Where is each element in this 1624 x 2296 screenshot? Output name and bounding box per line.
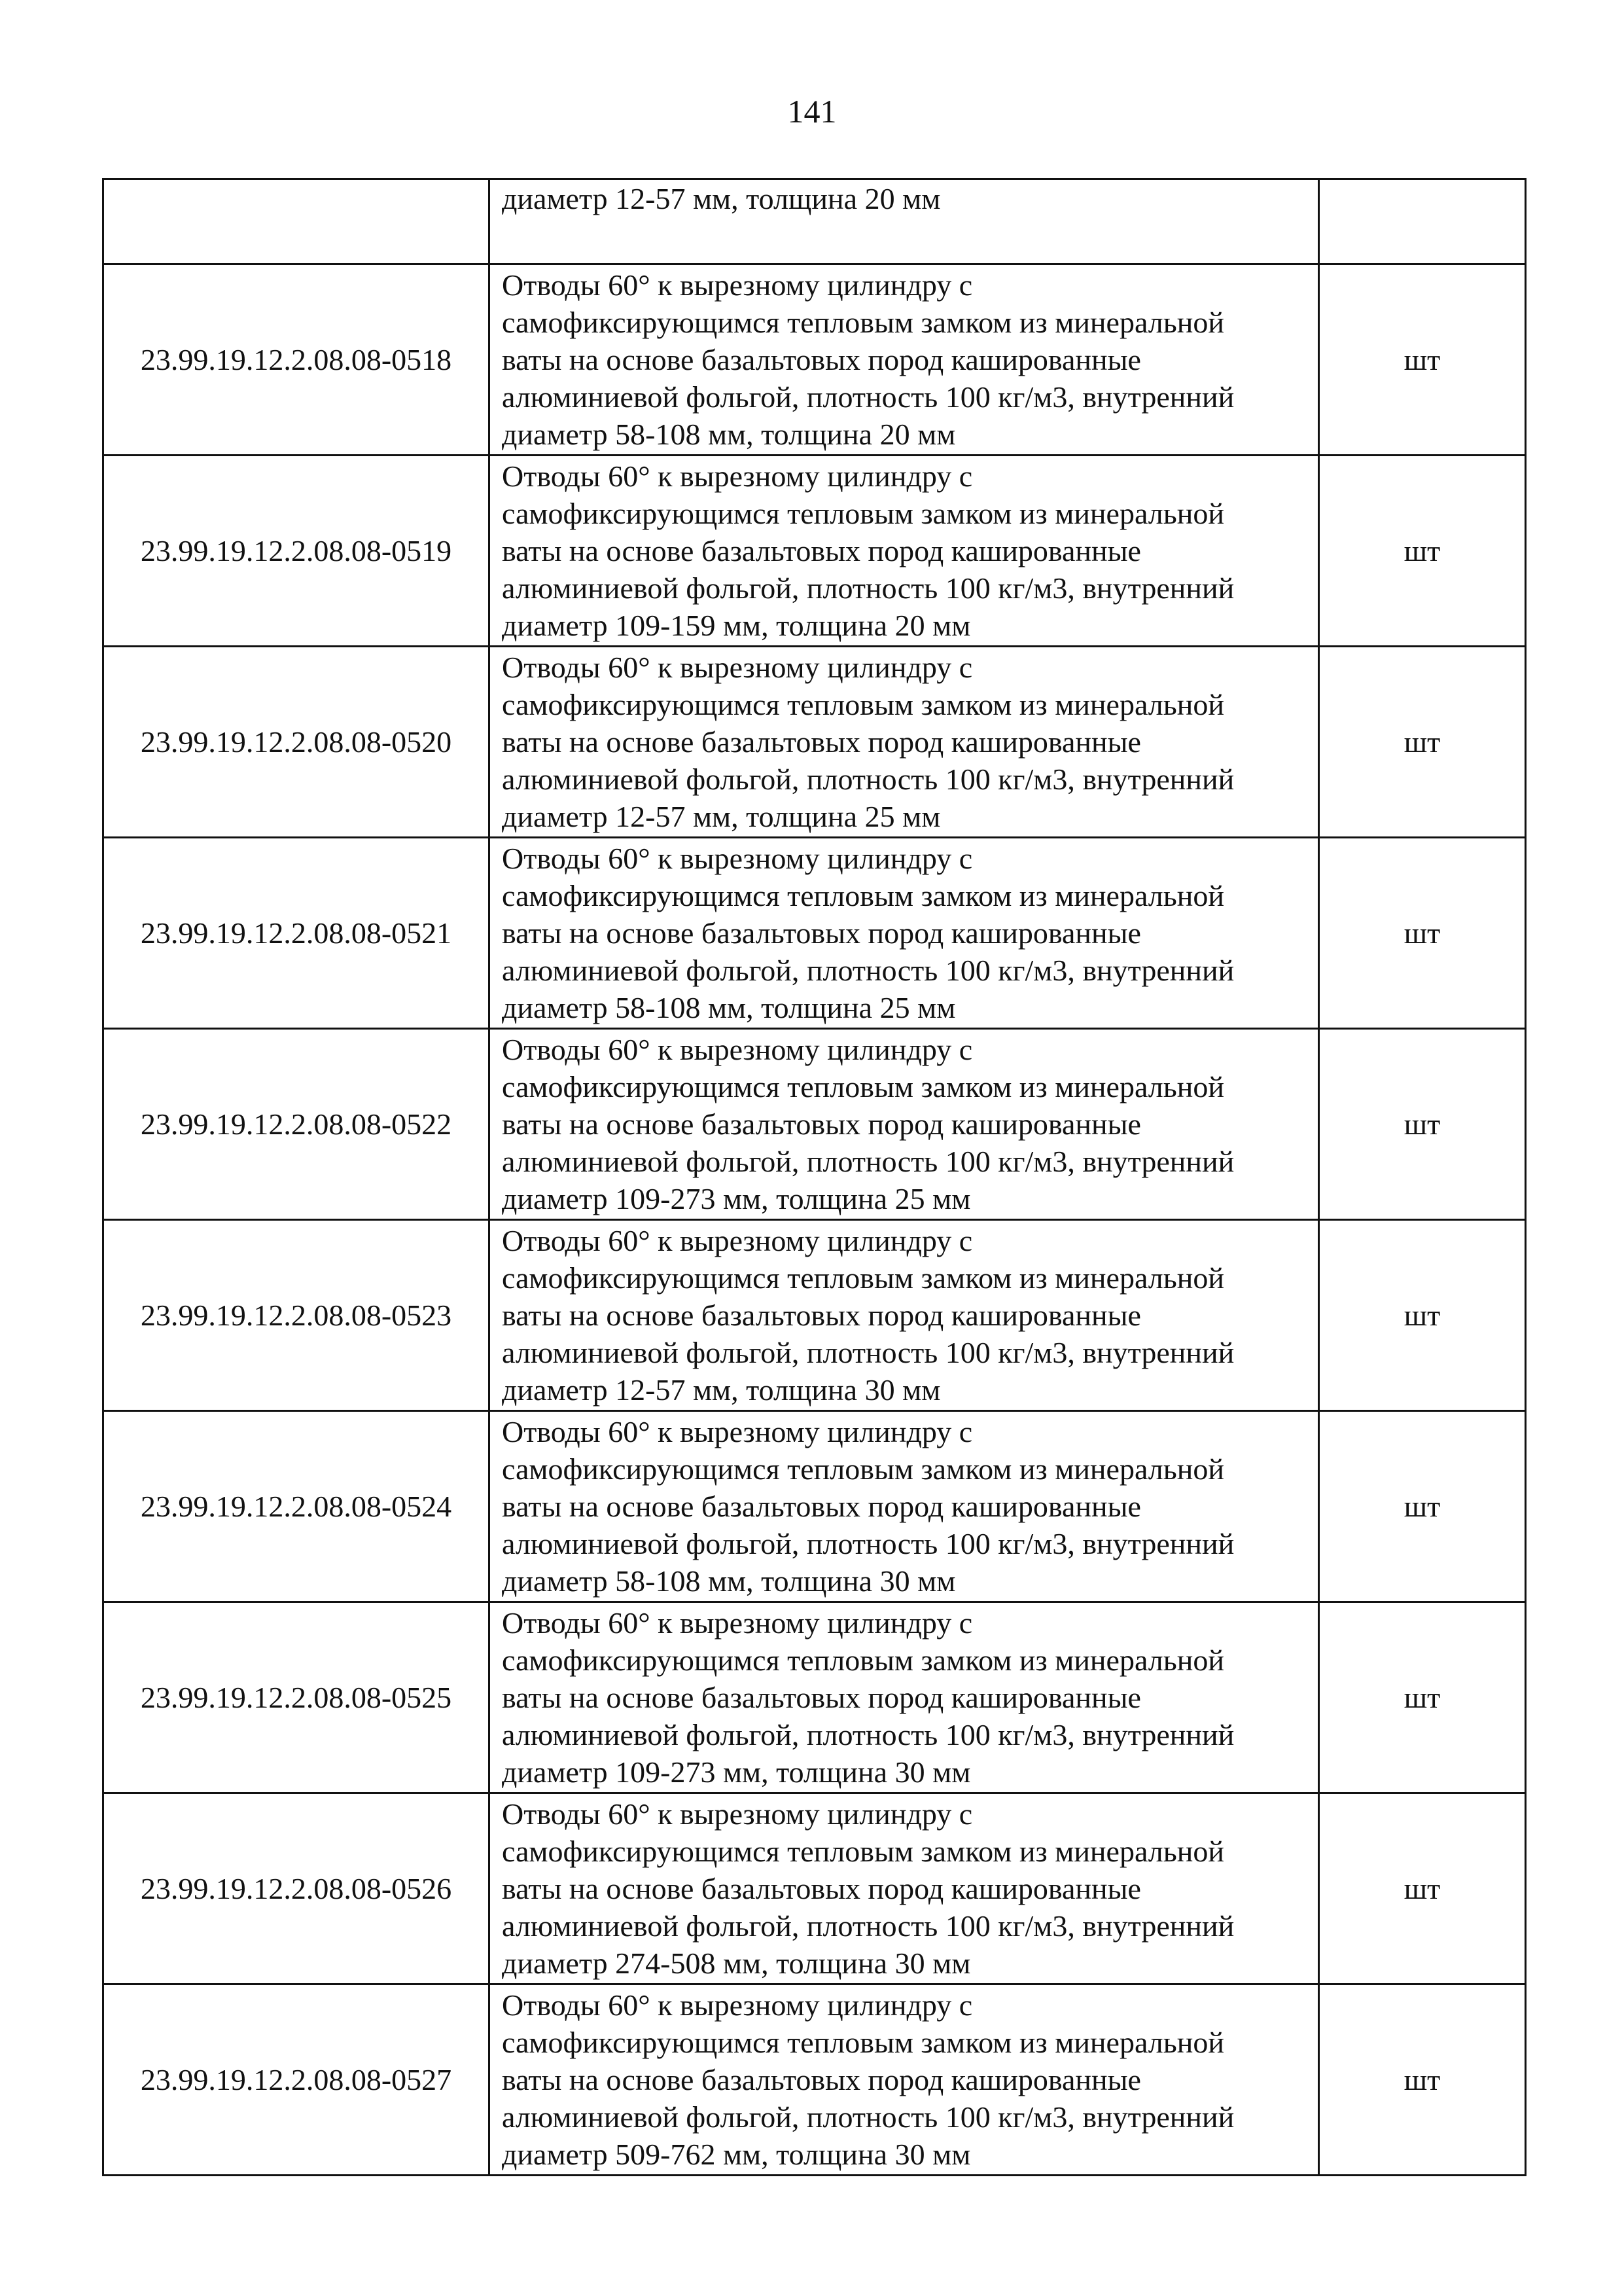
code-cell: 23.99.19.12.2.08.08-0522 <box>103 1029 489 1220</box>
description-line: диаметр 58-108 мм, толщина 25 мм <box>502 991 956 1024</box>
description-line: ваты на основе базальтовых пород кашированные <box>502 1299 1141 1332</box>
description-cell <box>489 1411 1319 1602</box>
description-line: самофиксирующимся тепловым замком из минеральной <box>502 1452 1224 1486</box>
table-body <box>103 179 1526 2176</box>
table-row <box>103 1602 1526 1793</box>
description-line: диаметр 12-57 мм, толщина 20 мм <box>502 182 941 215</box>
code-cell: 23.99.19.12.2.08.08-0521 <box>103 838 489 1029</box>
description-cell <box>489 1029 1319 1220</box>
description-line: диаметр 109-159 мм, толщина 20 мм <box>502 609 971 642</box>
code-cell: 23.99.19.12.2.08.08-0527 <box>103 1984 489 2176</box>
code-cell: 23.99.19.12.2.08.08-0524 <box>103 1411 489 1602</box>
description-cell <box>489 1220 1319 1411</box>
description-line: Отводы 60° к вырезному цилиндру с <box>502 268 973 302</box>
description-line: алюминиевой фольгой, плотность 100 кг/м3, внутренний <box>502 1145 1235 1178</box>
description-line: диаметр 109-273 мм, толщина 25 мм <box>502 1182 971 1215</box>
code-cell: 23.99.19.12.2.08.08-0520 <box>103 647 489 838</box>
code-cell: 23.99.19.12.2.08.08-0526 <box>103 1793 489 1984</box>
description-line: диаметр 58-108 мм, толщина 30 мм <box>502 1564 956 1598</box>
table-row <box>103 647 1526 838</box>
table-row <box>103 456 1526 647</box>
description-line: диаметр 12-57 мм, толщина 25 мм <box>502 800 941 833</box>
description-line: самофиксирующимся тепловым замком из минеральной <box>502 1835 1224 1868</box>
description-line: алюминиевой фольгой, плотность 100 кг/м3, внутренний <box>502 1718 1235 1751</box>
description-cell <box>489 838 1319 1029</box>
description-cell <box>489 264 1319 456</box>
description-line: алюминиевой фольгой, плотность 100 кг/м3, внутренний <box>502 762 1235 796</box>
description-line: Отводы 60° к вырезному цилиндру с <box>502 1415 973 1448</box>
code-cell: 23.99.19.12.2.08.08-0525 <box>103 1602 489 1793</box>
table-row <box>103 1029 1526 1220</box>
unit-cell: шт <box>1319 1602 1526 1793</box>
description-line: ваты на основе базальтовых пород кашированные <box>502 1681 1141 1714</box>
description-line: самофиксирующимся тепловым замком из минеральной <box>502 688 1224 721</box>
description-line: диаметр 509-762 мм, толщина 30 мм <box>502 2138 971 2171</box>
code-cell <box>103 179 489 264</box>
description-line: ваты на основе базальтовых пород кашированные <box>502 534 1141 567</box>
description-line: Отводы 60° к вырезному цилиндру с <box>502 1033 973 1066</box>
description-cell <box>489 1984 1319 2176</box>
description-cell <box>489 179 1319 264</box>
unit-cell <box>1319 179 1526 264</box>
table-row <box>103 1220 1526 1411</box>
unit-cell: шт <box>1319 647 1526 838</box>
code-cell: 23.99.19.12.2.08.08-0519 <box>103 456 489 647</box>
code-cell: 23.99.19.12.2.08.08-0518 <box>103 264 489 456</box>
description-line: диаметр 58-108 мм, толщина 20 мм <box>502 418 956 451</box>
description-cell <box>489 1602 1319 1793</box>
code-cell: 23.99.19.12.2.08.08-0523 <box>103 1220 489 1411</box>
description-line: ваты на основе базальтовых пород кашированные <box>502 916 1141 950</box>
description-line: диаметр 109-273 мм, толщина 30 мм <box>502 1755 971 1789</box>
description-line: Отводы 60° к вырезному цилиндру с <box>502 1797 973 1831</box>
description-line: самофиксирующимся тепловым замком из минеральной <box>502 497 1224 530</box>
unit-cell: шт <box>1319 264 1526 456</box>
table-row-continuation <box>103 179 1526 264</box>
description-line: алюминиевой фольгой, плотность 100 кг/м3, внутренний <box>502 1527 1235 1560</box>
description-line: ваты на основе базальтовых пород кашированные <box>502 1107 1141 1141</box>
description-line: алюминиевой фольгой, плотность 100 кг/м3, внутренний <box>502 954 1235 987</box>
description-line: Отводы 60° к вырезному цилиндру с <box>502 1988 973 2022</box>
description-cell <box>489 456 1319 647</box>
description-line: алюминиевой фольгой, плотность 100 кг/м3, внутренний <box>502 2100 1235 2134</box>
description-line: ваты на основе базальтовых пород кашированные <box>502 2063 1141 2096</box>
table-row <box>103 838 1526 1029</box>
description-line: алюминиевой фольгой, плотность 100 кг/м3, внутренний <box>502 1909 1235 1943</box>
unit-cell: шт <box>1319 456 1526 647</box>
description-line: самофиксирующимся тепловым замком из минеральной <box>502 1261 1224 1295</box>
table-row <box>103 1984 1526 2176</box>
table-row <box>103 264 1526 456</box>
unit-cell: шт <box>1319 838 1526 1029</box>
description-line: ваты на основе базальтовых пород кашированные <box>502 725 1141 759</box>
unit-cell: шт <box>1319 1029 1526 1220</box>
table-row <box>103 1793 1526 1984</box>
description-cell <box>489 1793 1319 1984</box>
table-row <box>103 1411 1526 1602</box>
description-line: диаметр 274-508 мм, толщина 30 мм <box>502 1946 971 1980</box>
description-cell <box>489 647 1319 838</box>
description-line: самофиксирующимся тепловым замком из минеральной <box>502 1643 1224 1677</box>
description-line: Отводы 60° к вырезному цилиндру с <box>502 842 973 875</box>
description-line: алюминиевой фольгой, плотность 100 кг/м3, внутренний <box>502 380 1235 414</box>
description-line: Отводы 60° к вырезному цилиндру с <box>502 1224 973 1257</box>
unit-cell: шт <box>1319 1793 1526 1984</box>
description-line: Отводы 60° к вырезному цилиндру с <box>502 1606 973 1640</box>
description-line: самофиксирующимся тепловым замком из минеральной <box>502 879 1224 912</box>
page-number: 141 <box>787 93 837 130</box>
description-line: ваты на основе базальтовых пород кашированные <box>502 1872 1141 1905</box>
unit-cell: шт <box>1319 1984 1526 2176</box>
description-line: самофиксирующимся тепловым замком из минеральной <box>502 306 1224 339</box>
unit-cell: шт <box>1319 1411 1526 1602</box>
description-line: самофиксирующимся тепловым замком из минеральной <box>502 1070 1224 1103</box>
description-line: Отводы 60° к вырезному цилиндру с <box>502 651 973 684</box>
unit-cell: шт <box>1319 1220 1526 1411</box>
description-line: ваты на основе базальтовых пород кашированные <box>502 1490 1141 1523</box>
description-line: алюминиевой фольгой, плотность 100 кг/м3, внутренний <box>502 1336 1235 1369</box>
description-line: Отводы 60° к вырезному цилиндру с <box>502 459 973 493</box>
description-line: ваты на основе базальтовых пород кашированные <box>502 343 1141 376</box>
description-line: алюминиевой фольгой, плотность 100 кг/м3, внутренний <box>502 571 1235 605</box>
description-line: самофиксирующимся тепловым замком из минеральной <box>502 2026 1224 2059</box>
resource-table <box>102 178 1527 2176</box>
description-line: диаметр 12-57 мм, толщина 30 мм <box>502 1373 941 1407</box>
